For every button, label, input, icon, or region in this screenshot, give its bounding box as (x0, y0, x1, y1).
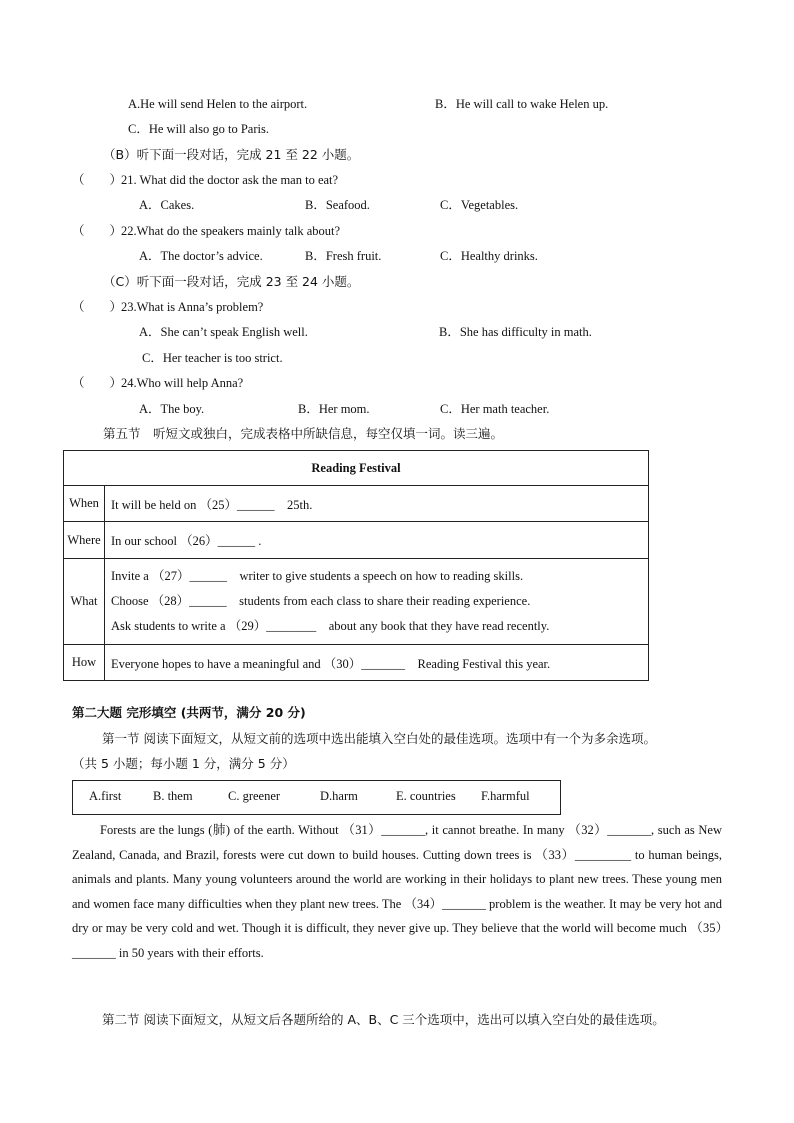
what-line-1: Invite a （27）______ writer to give students a speech on how to reading skills. (111, 569, 524, 583)
word-option-a: A.first (89, 789, 122, 803)
when-text: It will be held on （25）______ 25th. (105, 486, 649, 522)
q22-option-a: A．The doctor’s advice. (139, 249, 263, 263)
q21-bracket: （ ） (72, 173, 123, 187)
where-text: In our school （26）______ . (105, 522, 649, 559)
q21-stem: 21. What did the doctor ask the man to eat? (121, 173, 339, 187)
q24-bracket: （ ） (72, 376, 123, 390)
q20-option-c: C．He will also go to Paris. (128, 122, 269, 136)
word-option-f: F.harmful (481, 789, 530, 803)
how-label: How (64, 645, 105, 681)
part2-title: 第二大题 完形填空 (共两节，满分 20 分) (72, 705, 306, 720)
word-option-b: B. them (153, 789, 193, 803)
cloze-passage (72, 818, 722, 966)
q22-option-c: C．Healthy drinks. (440, 249, 538, 263)
q24-option-a: A．The boy. (139, 402, 205, 416)
q24-option-c: C．Her math teacher. (440, 402, 550, 416)
q22-option-b: B．Fresh fruit. (305, 249, 382, 263)
q21-option-c: C．Vegetables. (440, 198, 519, 212)
part2-sec1-line2: （共 5 小题；每小题 1 分，满分 5 分） (72, 756, 295, 771)
table-title: Reading Festival (64, 451, 649, 486)
q20-option-a: A.He will send Helen to the airport. (128, 97, 308, 111)
q24-option-b: B．Her mom. (298, 402, 370, 416)
word-option-c: C. greener (228, 789, 281, 803)
q21-option-b: B．Seafood. (305, 198, 370, 212)
q20-option-b: B．He will call to wake Helen up. (435, 97, 609, 111)
q23-option-a: A．She can’t speak English well. (139, 325, 308, 339)
how-text: Everyone hopes to have a meaningful and （30）_______ Reading Festival this year. (105, 645, 649, 681)
what-label: What (64, 559, 105, 645)
q23-option-c: C．Her teacher is too strict. (142, 351, 283, 365)
q23-bracket: （ ） (72, 300, 123, 314)
section-c-intro: （C）听下面一段对话，完成 23 至 24 小题。 (103, 274, 360, 289)
part5-instruction: 第五节 听短文或独白，完成表格中所缺信息，每空仅填一词。读三遍。 (103, 426, 504, 441)
q22-stem: 22.What do the speakers mainly talk about? (121, 224, 341, 238)
q21-option-a: A．Cakes. (139, 198, 195, 212)
q24-stem: 24.Who will help Anna? (121, 376, 244, 390)
section-b-intro: （B）听下面一段对话，完成 21 至 22 小题。 (103, 147, 360, 162)
cloze-passage-text: Forests are the lungs (肺) of the earth. Without （31）_______, it cannot breathe. In many （32）_______, such as New Zealand, Canada, and Brazil, forests were cut down to build houses. Cutting down trees is （33）_________ to human beings, animals and plants. Many young volunteers around the world are working in their holidays to plant new trees. These young men and women face many difficulties when they plant new trees. The （34）_______ problem is the weather. It may be very hot and dry or may be very cold and wet. Though it is difficult, they never give up. They believe that the world will become much （35）_______ in 50 years with their efforts. (72, 823, 722, 960)
q23-option-b: B．She has difficulty in math. (439, 325, 592, 339)
where-label: Where (64, 522, 105, 559)
what-line-3: Ask students to write a （29）________ about any book that they have read recently. (111, 619, 550, 633)
word-option-d: D.harm (320, 789, 358, 803)
part2-sec2-line: 第二节 阅读下面短文，从短文后各题所给的 A、B、C 三个选项中，选出可以填入空白处的最佳选项。 (102, 1012, 665, 1027)
reading-festival-table (63, 450, 649, 681)
part2-sec1-line1: 第一节 阅读下面短文，从短文前的选项中选出能填入空白处的最佳选项。选项中有一个为多余选项。 (102, 731, 656, 746)
q22-bracket: （ ） (72, 224, 123, 238)
word-option-e: E. countries (396, 789, 456, 803)
what-line-2: Choose （28）______ students from each class to share their reading experience. (111, 594, 531, 608)
word-options-box (72, 780, 561, 815)
when-label: When (64, 486, 105, 522)
q23-stem: 23.What is Anna’s problem? (121, 300, 264, 314)
